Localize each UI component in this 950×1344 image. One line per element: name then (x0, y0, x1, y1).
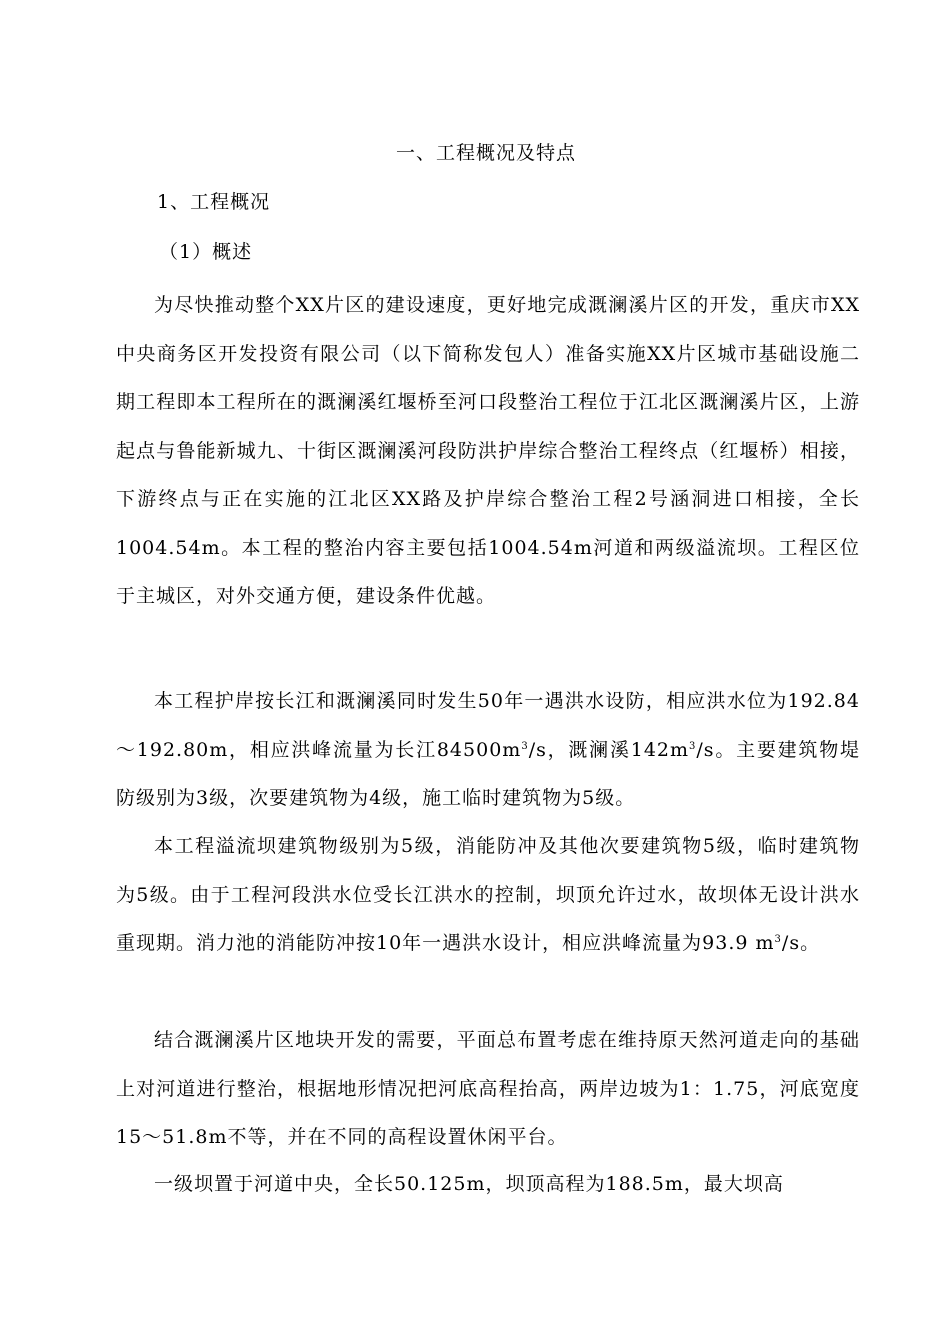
superscript: 3 (521, 740, 529, 752)
section-heading: 1、工程概况 (157, 191, 271, 213)
paragraph-text: /s。主要建筑物堤防级别为3级，次要建筑物为4级，施工临时建筑物为5级。 (116, 738, 860, 809)
superscript: 3 (689, 740, 697, 752)
subsection-heading: （1）概述 (159, 241, 253, 263)
paragraph-first-dam: 一级坝置于河道中央，全长50.125m，坝顶高程为188.5m，最大坝高 (154, 1173, 784, 1195)
paragraph-flood-protection (116, 677, 860, 823)
paragraph-overview: 为尽快推动整个XX片区的建设速度，更好地完成溉澜溪片区的开发，重庆市XX中央商务区开发投资有限公司（以下简称发包人）准备实施XX片区城市基础设施二期工程即本工程所在的溉澜溪红堰桥至河口段整治工程位于江北区溉澜溪片区，上游起点与鲁能新城九、十街区溉澜溪河段防洪护岸综合整治工程终点（红堰桥）相接，下游终点与正在实施的江北区XX路及护岸综合整治工程2号涵洞进口相接，全长1004.54m。本工程的整治内容主要包括1004.54m河道和两级溢流坝。工程区位于主城区，对外交通方便，建设条件优越。 (116, 294, 860, 607)
document-title: 一、工程概况及特点 (395, 142, 576, 164)
paragraph-text: 本工程溢流坝建筑物级别为5级，消能防冲及其他次要建筑物5级，临时建筑物为5级。由于工程河段洪水位受长江洪水的控制，坝顶允许过水，故坝体无设计洪水重现期。消力池的消能防冲按10年一遇洪水设计，相应洪峰流量为93.9 m (116, 835, 860, 954)
paragraph-text: /s。 (781, 932, 821, 954)
paragraph-text: 本工程护岸按长江和溉澜溪同时发生50年一遇洪水设防，相应洪水位为192.84～192.80m，相应洪峰流量为长江84500m (116, 690, 860, 761)
superscript: 3 (774, 934, 782, 945)
paragraph-weir-grade (116, 822, 860, 968)
paragraph-layout: 结合溉澜溪片区地块开发的需要，平面总布置考虑在维持原天然河道走向的基础上对河道进行整治，根据地形情况把河底高程抬高，两岸边坡为1：1.75，河底宽度15～51.8m不等，并在不同的高程设置休闲平台。 (116, 1029, 860, 1148)
paragraph-text: /s，溉澜溪142m (528, 738, 690, 761)
